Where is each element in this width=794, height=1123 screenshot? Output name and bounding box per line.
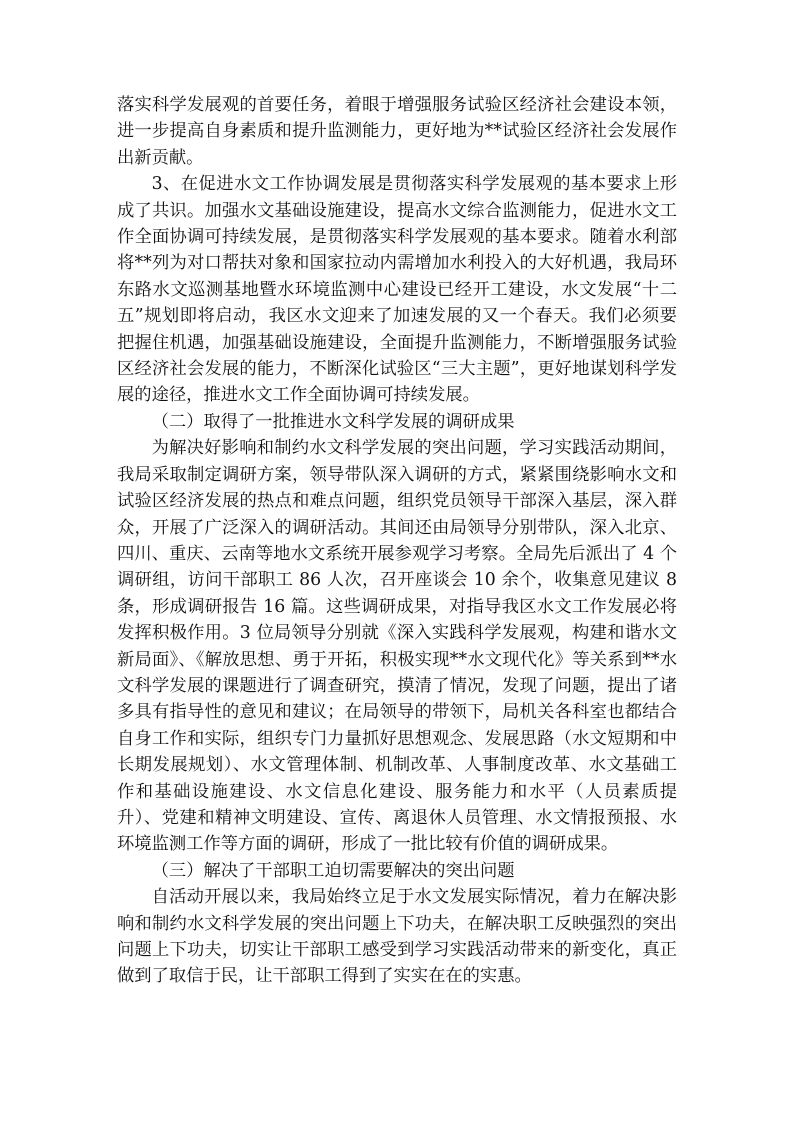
paragraph-research-results: 为解决好影响和制约水文科学发展的突出问题，学习实践活动期间，我局采取制定调研方案，领导带队深入调研的方式，紧紧围绕影响水文和试验区经济发展的热点和难点问题，组织党员领导干部深入基层，深入群众，开展了广泛深入的调研活动。其间还由局领导分别带队，深入北京、四川、重庆、云南等地水文系统开展参观学习考察。全局先后派出了 4 个调研组，访问干部职工 86 人次，召开座谈会 10 余个，收集意见建议 8 条，形成调研报告 16 篇。这些调研成果，对指导我区水文工作发展必将发挥积极作用。3 位局领导分别就《深入实践科学发展观，构建和谐水文新局面》、《解放思想、勇于开拓，积极实现**水文现代化》等关系到**水文科学发展的课题进行了调查研究，摸清了情况，发现了问题，提出了诸多具有指导性的意见和建议；在局领导的带领下，局机关各科室也都结合自身工作和实际，组织专门力量抓好思想观念、发展思路（水文短期和中长期发展规划）、水文管理体制、机制改革、人事制度改革、水文基础工作和基础设施建设、水文信息化建设、服务能力和水平（人员素质提升）、党建和精神文明建设、宣传、离退休人员管理、水文情报预报、水环境监测工作等方面的调研，形成了一批比较有价值的调研成果。 — [117, 438, 677, 855]
section-heading-3: （三）解决了干部职工迫切需要解决的突出问题 — [151, 860, 515, 881]
paragraph-continuation: 落实科学发展观的首要任务，着眼于增强服务试验区经济社会建设本领，进一步提高自身素质和提升监测能力，更好地为**试验区经济社会发展作出新贡献。 — [117, 95, 677, 168]
section-heading-2: （二）取得了一批推进水文科学发展的调研成果 — [151, 411, 515, 432]
document-body — [117, 92, 677, 990]
paragraph-solutions: 自活动开展以来，我局始终立足于水文发展实际情况，着力在解决影响和制约水文科学发展的突出问题上下功夫，在解决职工反映强烈的突出问题上下功夫，切实让干部职工感受到学习实践活动带来的新变化，真正做到了取信于民，让干部职工得到了实实在在的实惠。 — [117, 887, 677, 987]
paragraph-point-3: 3、在促进水文工作协调发展是贯彻落实科学发展观的基本要求上形成了共识。加强水文基础设施建设，提高水文综合监测能力，促进水文工作全面协调可持续发展，是贯彻落实科学发展观的基本要求。随着水利部将**列为对口帮扶对象和国家拉动内需增加水利投入的大好机遇，我局环东路水文巡测基地暨水环境监测中心建设已经开工建设，水文发展“十二五”规划即将启动，我区水文迎来了加速发展的又一个春天。我们必须要把握住机遇，加强基础设施建设，全面提升监测能力，不断增强服务试验区经济社会发展的能力，不断深化试验区“三大主题”，更好地谋划科学发展的途径，推进水文工作全面协调可持续发展。 — [117, 174, 677, 406]
